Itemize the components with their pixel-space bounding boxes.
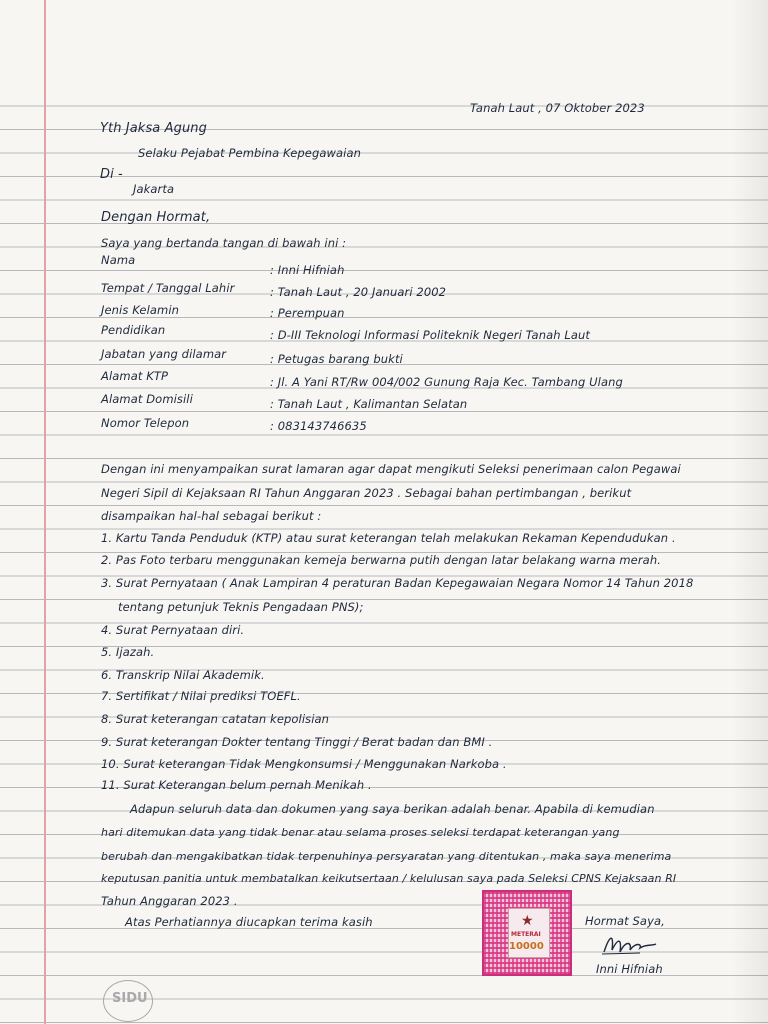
closing-line-4: keputusan panitia untuk membatalkan keikutsertaan / kelulusan saya pada Seleksi CPNS Kejaksaan RI: [101, 872, 677, 885]
regards-line: Hormat Saya,: [585, 914, 665, 928]
sidu-logo: [103, 980, 153, 1022]
field-value-phone: : 083143746635: [270, 419, 367, 433]
closing-line-5: Tahun Anggaran 2023 .: [101, 894, 238, 908]
field-label-education: Pendidikan: [101, 323, 166, 337]
signature-scribble-icon: [600, 932, 660, 958]
margin-line: [44, 0, 46, 1024]
list-item: 2. Pas Foto terbaru menggunakan kemeja berwarna putih dengan latar belakang warna merah.: [101, 553, 661, 567]
field-value-name: : Inni Hifniah: [270, 263, 345, 277]
field-value-education: : D-III Teknologi Informasi Politeknik Negeri Tanah Laut: [270, 328, 591, 342]
thanks-line: Atas Perhatiannya diucapkan terima kasih: [125, 915, 373, 929]
page-edge-shadow: [732, 0, 768, 1024]
field-label-domicile: Alamat Domisili: [101, 392, 193, 406]
intro: Saya yang bertanda tangan di bawah ini :: [101, 236, 347, 250]
field-value-position: : Petugas barang bukti: [270, 352, 403, 366]
body-line-2: Negeri Sipil di Kejaksaan RI Tahun Anggaran 2023 . Sebagai bahan pertimbangan , berikut: [101, 486, 632, 500]
list-item: 10. Surat keterangan Tidak Mengkonsumsi / Menggunakan Narkoba .: [101, 757, 507, 771]
closing-line-2: hari ditemukan data yang tidak benar atau selama proses seleksi terdapat keterangan yang: [101, 826, 620, 839]
body-line-3: disampaikan hal-hal sebagai berikut :: [101, 509, 322, 523]
garuda-emblem-icon: ★: [521, 913, 534, 929]
list-item: 6. Transkrip Nilai Akademik.: [101, 668, 265, 682]
page-top-margin: [0, 0, 768, 83]
field-label-gender: Jenis Kelamin: [101, 303, 180, 317]
field-value-domicile: : Tanah Laut , Kalimantan Selatan: [270, 397, 468, 411]
field-label-position: Jabatan yang dilamar: [101, 347, 227, 361]
field-label-birth: Tempat / Tanggal Lahir: [101, 281, 235, 295]
field-label-ktp-address: Alamat KTP: [101, 369, 169, 383]
field-label-phone: Nomor Telepon: [101, 416, 190, 430]
signer-name: Inni Hifniah: [596, 962, 663, 976]
sidu-logo-text: SIDU: [112, 991, 148, 1006]
recipient-line-4: Jakarta: [133, 182, 175, 196]
stamp-panel: [508, 908, 550, 958]
list-item: 5. Ijazah.: [101, 645, 155, 659]
list-item: 3. Surat Pernyataan ( Anak Lampiran 4 peraturan Badan Kepegawaian Negara Nomor 14 Tahun 2018: [101, 576, 694, 590]
salutation: Dengan Hormat,: [101, 210, 211, 225]
list-item: 4. Surat Pernyataan diri.: [101, 623, 245, 637]
closing-line-1: Adapun seluruh data dan dokumen yang saya berikan adalah benar. Apabila di kemudian: [130, 802, 655, 816]
list-item: 8. Surat keterangan catatan kepolisian: [101, 712, 330, 726]
place-date: Tanah Laut , 07 Oktober 2023: [470, 101, 645, 115]
body-line-1: Dengan ini menyampaikan surat lamaran agar dapat mengikuti Seleksi penerimaan calon Pegawai: [101, 462, 681, 476]
recipient-line-3: Di -: [100, 167, 123, 182]
list-item: 1. Kartu Tanda Penduduk (KTP) atau surat keterangan telah melakukan Rekaman Kependudukan .: [101, 531, 676, 545]
list-item: 11. Surat Keterangan belum pernah Menikah .: [101, 778, 372, 792]
list-item: 9. Surat keterangan Dokter tentang Tinggi / Berat badan dan BMI .: [101, 735, 493, 749]
field-value-ktp-address: : Jl. A Yani RT/Rw 004/002 Gunung Raja Kec. Tambang Ulang: [270, 375, 623, 389]
closing-line-3: berubah dan mengakibatkan tidak terpenuhinya persyaratan yang ditentukan , maka saya menerima: [101, 850, 672, 863]
revenue-stamp: [482, 890, 572, 976]
stamp-value: 10000: [509, 941, 544, 952]
list-item: tentang petunjuk Teknis Pengadaan PNS);: [118, 600, 364, 614]
field-value-gender: : Perempuan: [270, 306, 345, 320]
list-item: 7. Sertifikat / Nilai prediksi TOEFL.: [101, 689, 301, 703]
stamp-word: METERAI: [511, 931, 541, 938]
recipient-line-1: Yth Jaksa Agung: [100, 121, 207, 136]
recipient-line-2: Selaku Pejabat Pembina Kepegawaian: [138, 146, 361, 160]
field-label-name: Nama: [101, 253, 136, 267]
field-value-birth: : Tanah Laut , 20 Januari 2002: [270, 285, 447, 299]
